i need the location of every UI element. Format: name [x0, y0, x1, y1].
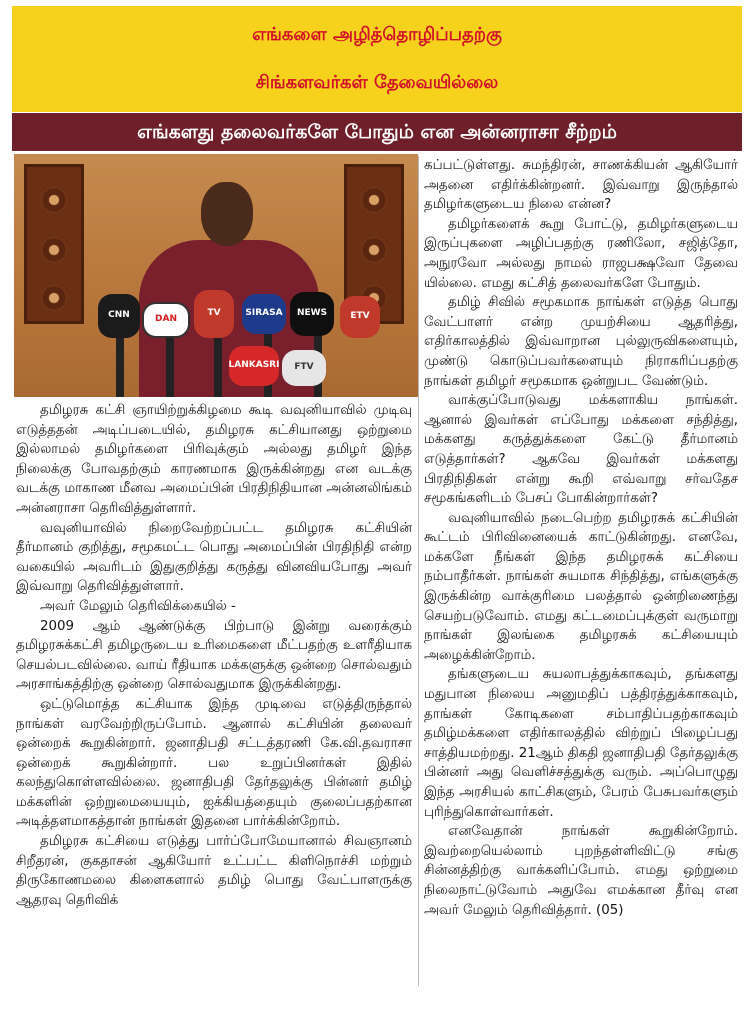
article-paragraph: ஒட்டுமொத்த கட்சியாக இந்த முடிவை எடுத்திருந்தால் நாங்கள் வரவேற்றிருப்போம். ஆனால் கட்சியின் தலைவர் ஒன்றைக் கூறுகின்றார். ஜனாதிபதி சட்டத்தரணி கே.வி.தவராசா ஒன்றைக் கூறுகின்றார். பல உறுப்பினர்கள் இதில் கலந்துகொள்ளவில்லை. ஜனாதிபதி தேர்தலுக்கு பின்னர் தமிழ் மக்களின் ஒற்றுமையையும், ஐக்கியத்தையும் குலைப்பதற்கான அடித்தளமாகத்தான் நாங்கள் இதனை பார்க்கின்றோம்.: [16, 696, 412, 830]
article-paragraph: தமிழரசு கட்சி ஞாயிற்றுக்கிழமை கூடி வவுனியாவில் முடிவு எடுத்ததன் அடிப்படையில், தமிழரசு கட்சியானது ஒற்றுமை இல்லாமல் தமிழர்களை பிரிவுக்கும் அல்லது தமிழர் இந்த நிலைக்கு போவதற்கும் காரணமாக இருக்கின்றது என வடக்கு வடக்கு மாகாண மீனவ அமைப்பின் பிரதிநிதியான அன்னலிங்கம் அன்னராசா தெரிவித்துள்ளார்.: [16, 403, 412, 516]
article-paragraph: வாக்குப்போடுவது மக்களாகிய நாங்கள். ஆனால் இவர்கள் எப்போது மக்களை சந்தித்து, மக்களது கருத்துக்களை கேட்டு தீர்மானம் எடுத்தார்கள்? ஆகவே இவர்கள் மக்களது பிரதிநிதிகள் என்று கூறி எவ்வாறு சர்வதேச சமூகங்களிடம் பேசப் போகின்றார்கள்?: [424, 393, 738, 507]
press-conference-photo: [14, 154, 418, 397]
speaker-head: [201, 182, 253, 246]
headline-line-1: எங்களை அழித்தொழிப்பதற்கு: [252, 24, 502, 45]
headline-line-2: சிங்களவர்கள் தேவையில்லை: [255, 72, 499, 93]
article-paragraph: எனவேதான் நாங்கள் கூறுகின்றோம். இவற்றையெல்லாம் புறந்தள்ளிவிட்டு சங்கு சின்னத்திற்கு வாக்களிப்போம். எமது ஒற்றுமை நிலைநாட்டுவோம் அதுவே எமக்கான தீர்வு என அவர் மேலும் தெரிவித்தார். (05): [424, 824, 738, 918]
article-paragraph: தமிழரசு கட்சியை எடுத்து பார்ப்போமேயானால் சிவஞானம் சிறீதரன், குகதாசன் ஆகியோர் உட்பட்ட கிளிநொச்சி மற்றும் திருகோணமலை கிளைகளால் தமிழ் பொது வேட்பாளருக்கு ஆதரவு தெரிவிக்: [16, 834, 412, 908]
mic-4: SIRASA: [242, 294, 286, 334]
article-paragraph: வவுனியாவில் நிறைவேற்றப்பட்ட தமிழரசு கட்சியின் தீர்மானம் குறித்து, சமூகமட்ட பொது அமைப்பின் பிரதிநிதி என்ற வகையில் அவரிடம் இதுகுறித்து கருத்து வினவியபோது அவர் இவ்வாறு தெரிவித்துள்ளார்.: [16, 520, 412, 595]
article-paragraph: கப்பட்டுள்ளது. சுமந்திரன், சாணக்கியன் ஆகியோர் அதனை எதிர்க்கின்றனர். இவ்வாறு இருந்தால் தமிழர்களுடைய நிலை என்ன?: [424, 158, 738, 213]
mic-8: FTV: [282, 350, 326, 386]
article-left-column: [16, 401, 412, 910]
subheadline: எங்களது தலைவர்களே போதும் என அன்னராசா சீற்றம்: [12, 113, 742, 151]
article-paragraph: அவர் மேலும் தெரிவிக்கையில் -: [40, 598, 236, 614]
article-right-column: [424, 156, 738, 920]
mic-6: ETV: [340, 296, 380, 338]
article-paragraph: தங்களுடைய சுயலாபத்துக்காகவும், தங்களது மதுபான நிலைய அனுமதிப் பத்திரத்துக்காகவும், தாங்கள் கோடிகளை சம்பாதிப்பதற்காகவும் தமிழ்மக்களை எதிர்காலத்தில் விற்றுப் பிழைப்பது சாத்தியமற்றது. 21ஆம் திகதி ஜனாதிபதி தேர்தலுக்கு பின்னர் அது வெளிச்சத்துக்கு வரும். அப்பொழுது இந்த அரசியல் காட்சிகளும், பேரம் பேசுபவர்களும் புரிந்துகொள்வார்கள்.: [424, 667, 738, 820]
mic-7: LANKASRI: [229, 346, 279, 386]
mic-1: CNN: [98, 294, 140, 338]
mic-3: TV: [194, 290, 234, 338]
column-divider: [418, 156, 419, 986]
article-paragraph: 2009 ஆம் ஆண்டுக்கு பிற்பாடு இன்று வரைக்கும் தமிழரசுக்கட்சி தமிழருடைய உரிமைகளை மீட்பதற்கு உளரீதியாக செயல்படவில்லை. வாய் ரீதியாக மக்களுக்கு ஒன்றை சொல்வதும் அரசாங்கத்திற்கு ஒன்றை சொல்வதுமாக இருக்கின்றது.: [16, 618, 412, 693]
mic-5: NEWS: [290, 292, 334, 336]
article-paragraph: வவுனியாவில் நடைபெற்ற தமிழரசுக் கட்சியின் கூட்டம் பிரிவினையைக் காட்டுகின்றது. எனவே, மக்களே நீங்கள் இந்த தமிழரசுக் கட்சியை நம்பாதீர்கள். நாங்கள் சுயமாக சிந்தித்து, எங்களுக்கு இருக்கின்ற வாக்குரிமை பலத்தால் ஒன்றிணைந்து செயற்படுவோம். எமது கட்டமைப்புக்குள் வருமாறு நாங்கள் இலங்கை தமிழரசுக் கட்சியையும் அழைக்கின்றோம்.: [424, 510, 738, 663]
article-paragraph: தமிழர்களைக் கூறு போட்டு, தமிழர்களுடைய இருப்புகளை அழிப்பதற்கு ரணிலோ, சஜித்தோ, அநுரவோ அல்லது நாமல் ராஜபக்ஷவோ தேவை யில்லை. எமது கட்சித் தலைவர்களே போதும்.: [424, 216, 738, 291]
article-paragraph: தமிழ் சிவில் சமூகமாக நாங்கள் எடுத்த பொது வேட்பாளர் என்ற முயற்சியை ஆதரித்து, எதிர்காலத்தில் இவ்வாறான புல்லுருவிகளையும், முண்டு கொடுப்பவர்களையும் நிராகரிப்பதற்கு நாங்கள் தமிழர் சமூகமாக ஒன்றுபட வேண்டும்.: [424, 295, 738, 389]
door-left: [24, 164, 84, 324]
headline-banner: [12, 6, 742, 112]
mic-2: DAN: [142, 302, 190, 338]
